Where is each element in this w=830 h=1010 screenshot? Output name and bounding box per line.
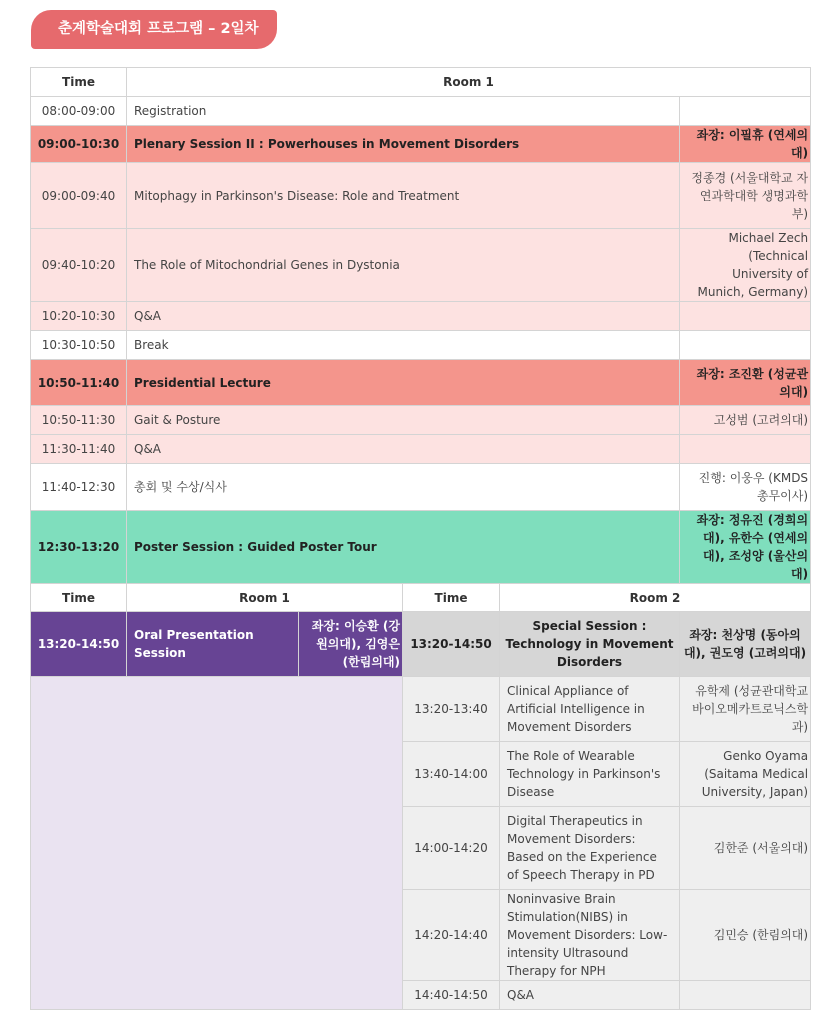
room-header: Room 1 [127,68,811,97]
talk-time: 11:30-11:40 [31,435,127,464]
special-session-title: Special Session : Technology in Movement Disorders [500,612,680,677]
session-header-row [31,126,811,163]
table-row [31,406,811,435]
parallel-session-row [31,612,811,677]
table-row [31,464,811,511]
table-row [31,331,811,360]
oral-session-time: 13:20-14:50 [31,612,127,677]
table-row [31,677,811,742]
time-header-room1: Time [31,584,127,612]
talk-title: The Role of Wearable Technology in Parkinson's Disease [500,742,680,807]
talk-title: Clinical Appliance of Artificial Intelligence in Movement Disorders [500,677,680,742]
talk-time: 10:50-11:30 [31,406,127,435]
talk-speaker: 김민승 (한림의대) [680,890,811,981]
table-row [31,97,811,126]
table-header-parallel [31,584,811,612]
talk-speaker: 정종경 (서울대학교 자연과학대학 생명과학부) [680,163,811,229]
session-time: 12:30-13:20 [31,511,127,584]
session-title: Registration [127,97,680,126]
schedule-table [30,67,811,1010]
talk-time: 13:20-13:40 [403,677,500,742]
time-header: Time [31,68,127,97]
talk-title: Q&A [127,302,680,331]
oral-session-chair: 좌장: 이승환 (강원의대), 김영은 (한림의대) [299,612,403,677]
talk-title: Mitophagy in Parkinson's Disease: Role and Treatment [127,163,680,229]
talk-time: 13:40-14:00 [403,742,500,807]
talk-speaker [680,435,811,464]
table-row [31,163,811,229]
room1-header: Room 1 [127,584,403,612]
table-row [31,229,811,302]
talk-speaker: 고성범 (고려의대) [680,406,811,435]
talk-title: Q&A [127,435,680,464]
talk-time: 09:40-10:20 [31,229,127,302]
talk-speaker: Genko Oyama (Saitama Medical University, Japan) [680,742,811,807]
session-title: 총회 및 수상/식사 [127,464,680,511]
talk-time: 10:20-10:30 [31,302,127,331]
room1-empty-block [31,677,403,1010]
talk-title: Gait & Posture [127,406,680,435]
talk-title: Noninvasive Brain Stimulation(NIBS) in Movement Disorders: Low-intensity Ultrasound Therapy for NPH [500,890,680,981]
special-session-chair: 좌장: 천상명 (동아의대), 권도영 (고려의대) [680,612,811,677]
session-time: 10:30-10:50 [31,331,127,360]
talk-title: Q&A [500,981,680,1010]
oral-session-title: Oral Presentation Session [127,612,299,677]
session-title: Break [127,331,680,360]
session-speaker: 진행: 이웅우 (KMDS 총무이사) [680,464,811,511]
session-title: Presidential Lecture [127,360,680,406]
talk-speaker: Michael Zech (Technical University of Munich, Germany) [680,229,811,302]
time-header-room2: Time [403,584,500,612]
program-title-badge: 춘계학술대회 프로그램 – 2일차 [31,10,277,49]
session-chair: 좌장: 조진환 (성균관의대) [680,360,811,406]
session-header-row [31,360,811,406]
talk-title: Digital Therapeutics in Movement Disorders: Based on the Experience of Speech Therapy in PD [500,807,680,890]
session-title: Plenary Session II : Powerhouses in Movement Disorders [127,126,680,163]
session-chair: 좌장: 정유진 (경희의대), 유한수 (연세의대), 조성양 (울산의대) [680,511,811,584]
session-time: 10:50-11:40 [31,360,127,406]
talk-speaker: 유학제 (성균관대학교 바이오메카트로닉스학과) [680,677,811,742]
talk-time: 14:00-14:20 [403,807,500,890]
session-time: 09:00-10:30 [31,126,127,163]
table-row [31,302,811,331]
table-header-day [31,68,811,97]
talk-speaker: 김한준 (서울의대) [680,807,811,890]
session-time: 08:00-09:00 [31,97,127,126]
talk-speaker [680,981,811,1010]
session-title: Poster Session : Guided Poster Tour [127,511,680,584]
table-row [31,435,811,464]
talk-title: The Role of Mitochondrial Genes in Dystonia [127,229,680,302]
talk-time: 14:20-14:40 [403,890,500,981]
session-time: 11:40-12:30 [31,464,127,511]
poster-session-row [31,511,811,584]
room2-header: Room 2 [500,584,811,612]
talk-time: 14:40-14:50 [403,981,500,1010]
special-session-time: 13:20-14:50 [403,612,500,677]
session-speaker [680,97,811,126]
session-speaker [680,331,811,360]
talk-time: 09:00-09:40 [31,163,127,229]
talk-speaker [680,302,811,331]
session-chair: 좌장: 이필휴 (연세의대) [680,126,811,163]
